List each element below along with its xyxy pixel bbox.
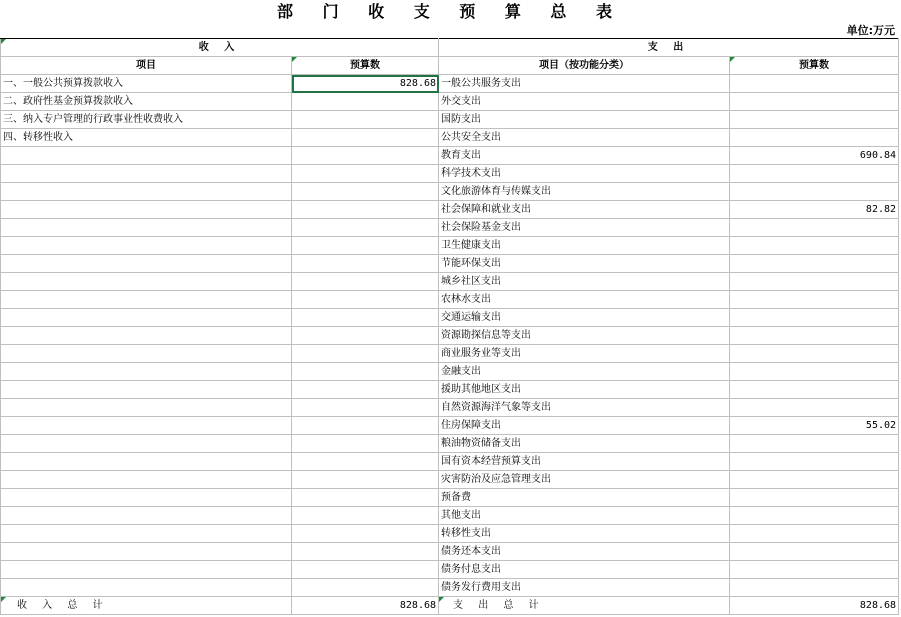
budget-table-body [1, 39, 899, 615]
income-item-cell[interactable] [1, 543, 292, 561]
income-item-cell[interactable] [1, 219, 292, 237]
expense-amount-cell[interactable] [730, 363, 899, 381]
income-item-cell[interactable] [1, 453, 292, 471]
expense-item-cell[interactable]: 金融支出 [439, 363, 730, 381]
income-amount-cell[interactable] [292, 417, 439, 435]
table-row [1, 219, 899, 237]
expense-item-cell[interactable]: 商业服务业等支出 [439, 345, 730, 363]
income-item-cell[interactable] [1, 525, 292, 543]
table-row [1, 291, 899, 309]
expense-item-cell[interactable]: 债务付息支出 [439, 561, 730, 579]
table-row [1, 399, 899, 417]
income-amount-cell[interactable] [292, 327, 439, 345]
income-amount-cell[interactable] [292, 147, 439, 165]
expense-item-cell[interactable]: 卫生健康支出 [439, 237, 730, 255]
group-header-row [1, 39, 899, 57]
income-item-cell[interactable] [1, 579, 292, 597]
expense-amount-cell[interactable]: 82.82 [730, 201, 899, 219]
income-amount-cell[interactable] [292, 111, 439, 129]
income-amount-cell[interactable] [292, 543, 439, 561]
expense-item-cell[interactable]: 粮油物资储备支出 [439, 435, 730, 453]
table-row [1, 381, 899, 399]
expense-amount-cell[interactable] [730, 435, 899, 453]
expense-item-cell[interactable]: 国防支出 [439, 111, 730, 129]
income-item-cell[interactable] [1, 201, 292, 219]
income-amount-cell[interactable] [292, 561, 439, 579]
income-item-cell[interactable] [1, 399, 292, 417]
income-total-amount[interactable]: 828.68 [292, 597, 439, 615]
income-amount-cell[interactable] [292, 381, 439, 399]
income-amount-cell[interactable] [292, 471, 439, 489]
expense-item-cell[interactable]: 外交支出 [439, 93, 730, 111]
income-amount-cell[interactable] [292, 165, 439, 183]
expense-item-cell[interactable]: 资源勘探信息等支出 [439, 327, 730, 345]
table-row [1, 525, 899, 543]
expense-amount-cell[interactable] [730, 579, 899, 597]
income-total-label[interactable]: 收 入 总 计 [1, 597, 292, 615]
table-row [1, 165, 899, 183]
table-row [1, 75, 899, 93]
expense-item-cell[interactable]: 节能环保支出 [439, 255, 730, 273]
expense-item-cell[interactable]: 债务还本支出 [439, 543, 730, 561]
income-amount-cell[interactable] [292, 273, 439, 291]
table-row [1, 561, 899, 579]
income-item-cell[interactable] [1, 417, 292, 435]
income-item-cell[interactable] [1, 291, 292, 309]
income-item-cell[interactable] [1, 345, 292, 363]
table-row [1, 309, 899, 327]
unit-label: 单位:万元 [846, 24, 895, 37]
expense-item-cell[interactable]: 预备费 [439, 489, 730, 507]
table-row [1, 435, 899, 453]
expense-item-cell[interactable]: 教育支出 [439, 147, 730, 165]
expense-item-cell[interactable]: 文化旅游体育与传媒支出 [439, 183, 730, 201]
expense-amount-cell[interactable] [730, 399, 899, 417]
income-amount-cell[interactable] [292, 309, 439, 327]
expense-budget-header[interactable]: 预算数 [730, 57, 899, 75]
income-amount-cell[interactable] [292, 489, 439, 507]
income-item-cell[interactable] [1, 237, 292, 255]
income-amount-cell[interactable] [292, 129, 439, 147]
table-row [1, 237, 899, 255]
income-item-cell[interactable] [1, 363, 292, 381]
income-group-header[interactable]: 收 入 [1, 39, 439, 57]
expense-amount-cell[interactable] [730, 309, 899, 327]
income-item-cell[interactable]: 二、政府性基金预算拨款收入 [1, 93, 292, 111]
income-amount-cell[interactable] [292, 399, 439, 417]
income-item-cell[interactable] [1, 165, 292, 183]
expense-amount-cell[interactable] [730, 543, 899, 561]
table-row [1, 93, 899, 111]
table-row [1, 345, 899, 363]
table-row [1, 183, 899, 201]
expense-amount-cell[interactable] [730, 507, 899, 525]
expense-total-label[interactable]: 支 出 总 计 [439, 597, 730, 615]
expense-item-cell[interactable]: 国有资本经营预算支出 [439, 453, 730, 471]
expense-item-header[interactable]: 项目（按功能分类） [439, 57, 730, 75]
expense-amount-cell[interactable] [730, 273, 899, 291]
table-row [1, 417, 899, 435]
expense-amount-cell[interactable] [730, 489, 899, 507]
expense-amount-cell[interactable] [730, 291, 899, 309]
income-item-cell[interactable] [1, 147, 292, 165]
income-amount-cell[interactable] [292, 435, 439, 453]
column-header-row [1, 57, 899, 75]
income-amount-cell[interactable] [292, 579, 439, 597]
table-row [1, 111, 899, 129]
income-amount-cell[interactable] [292, 525, 439, 543]
expense-group-header[interactable]: 支 出 [439, 39, 899, 57]
expense-amount-cell[interactable] [730, 345, 899, 363]
expense-item-cell[interactable]: 灾害防治及应急管理支出 [439, 471, 730, 489]
income-amount-cell[interactable] [292, 93, 439, 111]
expense-item-cell[interactable]: 债务发行费用支出 [439, 579, 730, 597]
table-row [1, 201, 899, 219]
income-amount-cell[interactable]: 828.68 [292, 75, 439, 93]
table-row [1, 129, 899, 147]
income-amount-cell[interactable] [292, 237, 439, 255]
expense-item-cell[interactable]: 一般公共服务支出 [439, 75, 730, 93]
expense-amount-cell[interactable] [730, 75, 899, 93]
expense-amount-cell[interactable] [730, 111, 899, 129]
income-item-cell[interactable]: 四、转移性收入 [1, 129, 292, 147]
expense-item-cell[interactable]: 交通运输支出 [439, 309, 730, 327]
income-item-cell[interactable] [1, 507, 292, 525]
income-item-cell[interactable] [1, 471, 292, 489]
income-item-cell[interactable] [1, 183, 292, 201]
table-row [1, 471, 899, 489]
table-row [1, 255, 899, 273]
expense-amount-cell[interactable] [730, 561, 899, 579]
expense-item-cell[interactable]: 自然资源海洋气象等支出 [439, 399, 730, 417]
expense-amount-cell[interactable] [730, 381, 899, 399]
expense-amount-cell[interactable] [730, 237, 899, 255]
income-item-header[interactable]: 项目 [1, 57, 292, 75]
table-row [1, 327, 899, 345]
income-amount-cell[interactable] [292, 255, 439, 273]
expense-item-cell[interactable]: 科学技术支出 [439, 165, 730, 183]
expense-item-cell[interactable]: 住房保障支出 [439, 417, 730, 435]
table-row [1, 363, 899, 381]
table-row [1, 147, 899, 165]
expense-item-cell[interactable]: 农林水支出 [439, 291, 730, 309]
expense-item-cell[interactable]: 援助其他地区支出 [439, 381, 730, 399]
table-row [1, 543, 899, 561]
expense-total-amount[interactable]: 828.68 [730, 597, 899, 615]
expense-amount-cell[interactable] [730, 471, 899, 489]
expense-amount-cell[interactable]: 55.02 [730, 417, 899, 435]
expense-amount-cell[interactable]: 690.84 [730, 147, 899, 165]
expense-amount-cell[interactable] [730, 93, 899, 111]
income-item-cell[interactable] [1, 489, 292, 507]
totals-row [1, 597, 899, 615]
table-row [1, 507, 899, 525]
budget-table [0, 38, 899, 615]
expense-amount-cell[interactable] [730, 165, 899, 183]
income-amount-cell[interactable] [292, 507, 439, 525]
expense-amount-cell[interactable] [730, 255, 899, 273]
income-item-cell[interactable]: 一、一般公共预算拨款收入 [1, 75, 292, 93]
table-row [1, 579, 899, 597]
expense-item-cell[interactable]: 公共安全支出 [439, 129, 730, 147]
table-row [1, 453, 899, 471]
income-item-cell[interactable] [1, 327, 292, 345]
expense-amount-cell[interactable] [730, 129, 899, 147]
income-amount-cell[interactable] [292, 219, 439, 237]
income-item-cell[interactable] [1, 435, 292, 453]
expense-item-cell[interactable]: 社会保障和就业支出 [439, 201, 730, 219]
expense-amount-cell[interactable] [730, 327, 899, 345]
income-amount-cell[interactable] [292, 345, 439, 363]
expense-amount-cell[interactable] [730, 219, 899, 237]
income-item-cell[interactable] [1, 255, 292, 273]
income-item-cell[interactable] [1, 561, 292, 579]
expense-amount-cell[interactable] [730, 453, 899, 471]
table-row [1, 489, 899, 507]
expense-item-cell[interactable]: 其他支出 [439, 507, 730, 525]
table-row [1, 273, 899, 291]
income-amount-cell[interactable] [292, 363, 439, 381]
page-title: 部 门 收 支 预 算 总 表 [277, 2, 624, 21]
expense-item-cell[interactable]: 城乡社区支出 [439, 273, 730, 291]
income-item-cell[interactable] [1, 381, 292, 399]
income-amount-cell[interactable] [292, 183, 439, 201]
expense-amount-cell[interactable] [730, 525, 899, 543]
income-item-cell[interactable]: 三、纳入专户管理的行政事业性收费收入 [1, 111, 292, 129]
income-amount-cell[interactable] [292, 453, 439, 471]
expense-amount-cell[interactable] [730, 183, 899, 201]
expense-item-cell[interactable]: 社会保险基金支出 [439, 219, 730, 237]
income-amount-cell[interactable] [292, 201, 439, 219]
expense-item-cell[interactable]: 转移性支出 [439, 525, 730, 543]
income-budget-header[interactable]: 预算数 [292, 57, 439, 75]
income-amount-cell[interactable] [292, 291, 439, 309]
income-item-cell[interactable] [1, 273, 292, 291]
income-item-cell[interactable] [1, 309, 292, 327]
